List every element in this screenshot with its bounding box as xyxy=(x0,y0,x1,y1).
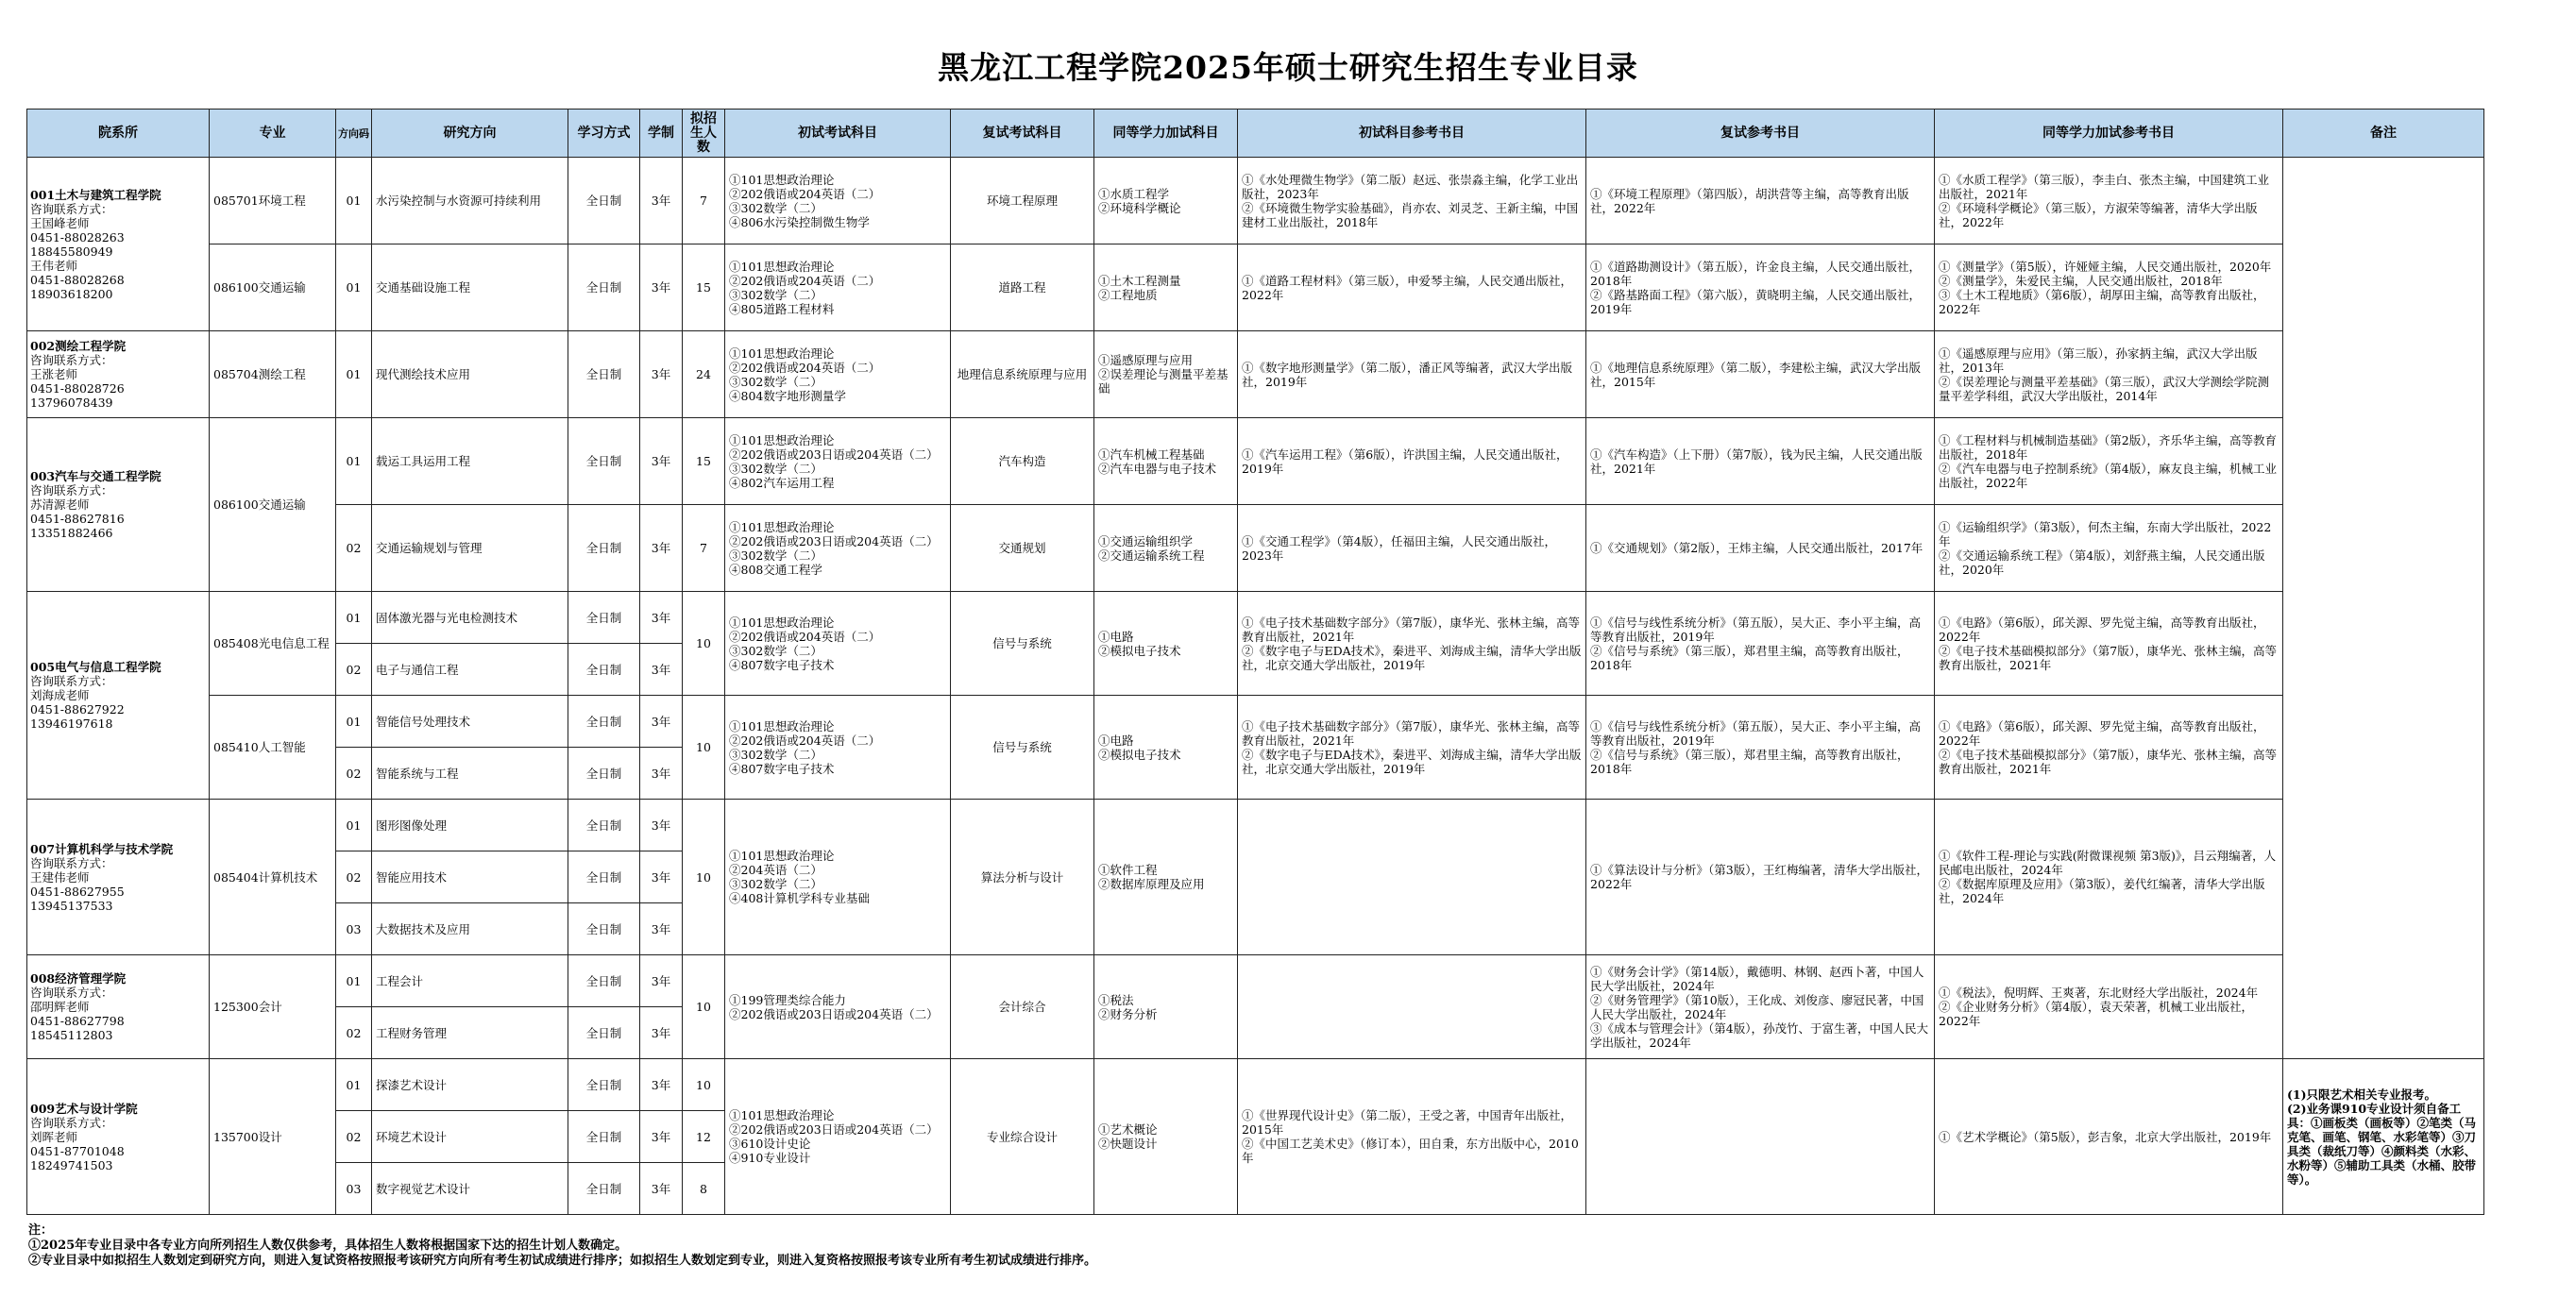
direction-cell: 环境艺术设计 xyxy=(372,1111,568,1163)
retest-books-cell: ①《交通规划》（第2版），王炜主编，人民交通出版社，2017年 xyxy=(1586,505,1935,592)
retest-books-cell: ①《算法设计与分析》（第3版），王红梅编著，清华大学出版社，2022年 xyxy=(1586,800,1935,955)
retest-books-cell: ①《财务会计学》（第14版），戴德明、林钢、赵西卜著，中国人民大学出版社，2024年 ②《财务管理学》（第10版），王化成、刘俊彦、廖冠民著，中国人民大学出版社，2024年 ③《成本与管理会计》（第4版），孙茂竹、于富生著，中国人民大学出版社，2024年 xyxy=(1586,955,1935,1059)
table-row xyxy=(27,244,2484,331)
mode-cell: 全日制 xyxy=(568,903,640,955)
exam-books-cell: ①《道路工程材料》（第三版），申爱琴主编，人民交通出版社，2022年 xyxy=(1238,244,1586,331)
equiv-cell: ①税法 ②财务分析 xyxy=(1094,955,1238,1059)
equiv-books-cell: ①《税法》，倪明辉、王爽著，东北财经大学出版社，2024年 ②《企业财务分析》（第4版），袁天荣著，机械工业出版社，2022年 xyxy=(1935,955,2283,1059)
college-name: 003汽车与交通工程学院 xyxy=(30,469,161,483)
mode-cell: 全日制 xyxy=(568,418,640,505)
years-cell: 3年 xyxy=(640,1059,683,1111)
col-direction: 研究方向 xyxy=(372,110,568,158)
exam-books-cell xyxy=(1238,800,1586,955)
retest-books-cell: ①《信号与线性系统分析》（第五版），吴大正、李小平主编，高等教育出版社，2019年 ②《信号与系统》（第三版），郑君里主编，高等教育出版社，2018年 xyxy=(1586,696,1935,800)
exam-books-cell: ①《世界现代设计史》（第二版），王受之著，中国青年出版社，2015年 ②《中国工艺美术史》（修订本），田自秉，东方出版中心，2010年 xyxy=(1238,1059,1586,1215)
dir-code-cell: 02 xyxy=(336,748,372,800)
direction-cell: 现代测绘技术应用 xyxy=(372,331,568,418)
dir-code-cell: 01 xyxy=(336,158,372,244)
major-cell: 085704测绘工程 xyxy=(210,331,336,418)
dir-code-cell: 01 xyxy=(336,331,372,418)
equiv-cell: ①交通运输组织学 ②交通运输系统工程 xyxy=(1094,505,1238,592)
major-cell: 135700设计 xyxy=(210,1059,336,1215)
equiv-books-cell: ①《测量学》（第5版），许娅娅主编，人民交通出版社，2020年 ②《测量学》，朱爱民主编，人民交通出版社，2018年 ③《土木工程地质》（第6版），胡厚田主编，高等教育出版社，2022年 xyxy=(1935,244,2283,331)
col-exam-books: 初试科目参考书目 xyxy=(1238,110,1586,158)
years-cell: 3年 xyxy=(640,158,683,244)
retest-books-cell: ①《道路勘测设计》（第五版），许金良主编，人民交通出版社，2018年 ②《路基路面工程》（第六版），黄晓明主编，人民交通出版社，2019年 xyxy=(1586,244,1935,331)
col-retest-books: 复试参考书目 xyxy=(1586,110,1935,158)
exam-books-cell: ①《数字地形测量学》（第二版），潘正风等编著，武汉大学出版社，2019年 xyxy=(1238,331,1586,418)
retest-cell: 环境工程原理 xyxy=(951,158,1094,244)
equiv-cell: ①汽车机械工程基础 ②汽车电器与电子技术 xyxy=(1094,418,1238,505)
years-cell: 3年 xyxy=(640,1163,683,1215)
header-row xyxy=(27,110,2484,158)
years-cell: 3年 xyxy=(640,418,683,505)
direction-cell: 电子与通信工程 xyxy=(372,644,568,696)
equiv-books-cell: ①《工程材料与机械制造基础》（第2版），齐乐华主编，高等教育出版社，2018年 ②《汽车电器与电子控制系统》（第4版），麻友良主编，机械工业出版社，2022年 xyxy=(1935,418,2283,505)
retest-books-cell: ①《环境工程原理》（第四版），胡洪营等主编，高等教育出版社，2022年 xyxy=(1586,158,1935,244)
exam-books-cell: ①《汽车运用工程》（第6版），许洪国主编，人民交通出版社，2019年 xyxy=(1238,418,1586,505)
direction-cell: 固体激光器与光电检测技术 xyxy=(372,592,568,644)
dir-code-cell: 01 xyxy=(336,244,372,331)
exam-books-cell: ①《交通工程学》（第4版），任福田主编，人民交通出版社，2023年 xyxy=(1238,505,1586,592)
direction-cell: 图形图像处理 xyxy=(372,800,568,851)
notes xyxy=(28,1223,1096,1269)
notes-label: 注： xyxy=(28,1223,54,1238)
dir-code-cell: 01 xyxy=(336,1059,372,1111)
retest-books-cell xyxy=(1586,1059,1935,1215)
equiv-cell: ①电路 ②模拟电子技术 xyxy=(1094,592,1238,696)
table-row xyxy=(27,331,2484,418)
exam-cell: ①101思想政治理论 ②202俄语或203日语或204英语（二） ③610设计史论 ④910专业设计 xyxy=(725,1059,951,1215)
table-row xyxy=(27,1059,2484,1111)
college-cell xyxy=(27,331,210,418)
retest-cell: 算法分析与设计 xyxy=(951,800,1094,955)
catalog-table xyxy=(26,109,2484,1215)
years-cell: 3年 xyxy=(640,955,683,1007)
equiv-books-cell: ①《水质工程学》（第三版），李圭白、张杰主编，中国建筑工业出版社，2021年 ②《环境科学概论》（第三版），方淑荣等编著，清华大学出版社，2022年 xyxy=(1935,158,2283,244)
col-mode: 学习方式 xyxy=(568,110,640,158)
col-equiv-books: 同等学力加试参考书目 xyxy=(1935,110,2283,158)
years-cell: 3年 xyxy=(640,331,683,418)
quota-cell: 10 xyxy=(683,1059,725,1111)
mode-cell: 全日制 xyxy=(568,1163,640,1215)
college-contact: 咨询联系方式： 刘海成老师 0451-88627922 13946197618 xyxy=(30,674,125,731)
remark-cell: (1)只限艺术相关专业报考。 (2)业务课910专业设计须自备工具：①画板类（画板等）②笔类（马克笔、画笔、钢笔、水彩笔等）③刀具类（裁纸刀等）④颜料类（水彩、水粉等）⑤辅助工具类（水桶、胶带等）。 xyxy=(2283,1059,2484,1215)
mode-cell: 全日制 xyxy=(568,1007,640,1059)
col-major: 专业 xyxy=(210,110,336,158)
dir-code-cell: 02 xyxy=(336,1007,372,1059)
equiv-cell: ①电路 ②模拟电子技术 xyxy=(1094,696,1238,800)
years-cell: 3年 xyxy=(640,1111,683,1163)
dir-code-cell: 02 xyxy=(336,851,372,903)
dir-code-cell: 01 xyxy=(336,696,372,748)
quota-cell: 7 xyxy=(683,158,725,244)
table-row xyxy=(27,158,2484,244)
table-row xyxy=(27,955,2484,1007)
exam-cell: ①101思想政治理论 ②202俄语或203日语或204英语（二） ③302数学（二） ④802汽车运用工程 xyxy=(725,418,951,505)
mode-cell: 全日制 xyxy=(568,1059,640,1111)
direction-cell: 数字视觉艺术设计 xyxy=(372,1163,568,1215)
direction-cell: 交通基础设施工程 xyxy=(372,244,568,331)
years-cell: 3年 xyxy=(640,903,683,955)
college-name: 008经济管理学院 xyxy=(30,971,127,986)
direction-cell: 智能系统与工程 xyxy=(372,748,568,800)
dir-code-cell: 03 xyxy=(336,1163,372,1215)
direction-cell: 工程会计 xyxy=(372,955,568,1007)
quota-cell: 10 xyxy=(683,592,725,696)
direction-cell: 载运工具运用工程 xyxy=(372,418,568,505)
mode-cell: 全日制 xyxy=(568,244,640,331)
direction-cell: 水污染控制与水资源可持续利用 xyxy=(372,158,568,244)
quota-cell: 10 xyxy=(683,800,725,955)
dir-code-cell: 02 xyxy=(336,505,372,592)
retest-books-cell: ①《信号与线性系统分析》（第五版），吴大正、李小平主编，高等教育出版社，2019年 ②《信号与系统》（第三版），郑君里主编，高等教育出版社，2018年 xyxy=(1586,592,1935,696)
years-cell: 3年 xyxy=(640,592,683,644)
major-cell: 085404计算机技术 xyxy=(210,800,336,955)
college-contact: 咨询联系方式： 苏清源老师 0451-88627816 13351882466 xyxy=(30,483,125,540)
quota-cell: 12 xyxy=(683,1111,725,1163)
quota-cell: 8 xyxy=(683,1163,725,1215)
retest-cell: 交通规划 xyxy=(951,505,1094,592)
dir-code-cell: 01 xyxy=(336,418,372,505)
years-cell: 3年 xyxy=(640,696,683,748)
college-cell xyxy=(27,955,210,1059)
exam-cell: ①101思想政治理论 ②204英语（二） ③302数学（二） ④408计算机学科专业基础 xyxy=(725,800,951,955)
mode-cell: 全日制 xyxy=(568,505,640,592)
equiv-cell: ①遥感原理与应用 ②误差理论与测量平差基础 xyxy=(1094,331,1238,418)
years-cell: 3年 xyxy=(640,244,683,331)
college-name: 001土木与建筑工程学院 xyxy=(30,187,161,202)
retest-cell: 汽车构造 xyxy=(951,418,1094,505)
retest-cell: 道路工程 xyxy=(951,244,1094,331)
col-dir-code: 方向码 xyxy=(336,110,372,158)
mode-cell: 全日制 xyxy=(568,1111,640,1163)
years-cell: 3年 xyxy=(640,505,683,592)
major-cell: 085408光电信息工程 xyxy=(210,592,336,696)
major-cell: 085410人工智能 xyxy=(210,696,336,800)
dir-code-cell: 02 xyxy=(336,1111,372,1163)
college-name: 005电气与信息工程学院 xyxy=(30,660,161,674)
mode-cell: 全日制 xyxy=(568,955,640,1007)
equiv-books-cell: ①《电路》（第6版），邱关源、罗先觉主编，高等教育出版社，2022年 ②《电子技术基础模拟部分》（第7版），康华光、张林主编，高等教育出版社，2021年 xyxy=(1935,696,2283,800)
col-quota: 拟招生人数 xyxy=(683,110,725,158)
quota-cell: 7 xyxy=(683,505,725,592)
direction-cell: 智能信号处理技术 xyxy=(372,696,568,748)
quota-cell: 10 xyxy=(683,955,725,1059)
equiv-books-cell: ①《遥感原理与应用》（第三版），孙家抦主编，武汉大学出版社，2013年 ②《误差理论与测量平差基础》（第三版），武汉大学测绘学院测量平差学科组，武汉大学出版社，2014年 xyxy=(1935,331,2283,418)
exam-cell: ①101思想政治理论 ②202俄语或204英语（二） ③302数学（二） ④805道路工程材料 xyxy=(725,244,951,331)
dir-code-cell: 01 xyxy=(336,592,372,644)
exam-cell: ①199管理类综合能力 ②202俄语或203日语或204英语（二） xyxy=(725,955,951,1059)
exam-cell: ①101思想政治理论 ②202俄语或204英语（二） ③302数学（二） ④807数字电子技术 xyxy=(725,592,951,696)
retest-books-cell: ①《地理信息系统原理》（第二版），李建松主编，武汉大学出版社，2015年 xyxy=(1586,331,1935,418)
mode-cell: 全日制 xyxy=(568,696,640,748)
college-cell xyxy=(27,158,210,331)
years-cell: 3年 xyxy=(640,748,683,800)
major-cell: 085701环境工程 xyxy=(210,158,336,244)
exam-cell: ①101思想政治理论 ②202俄语或203日语或204英语（二） ③302数学（二） ④808交通工程学 xyxy=(725,505,951,592)
retest-cell: 会计综合 xyxy=(951,955,1094,1059)
equiv-cell: ①软件工程 ②数据库原理及应用 xyxy=(1094,800,1238,955)
direction-cell: 交通运输规划与管理 xyxy=(372,505,568,592)
equiv-cell: ①土木工程测量 ②工程地质 xyxy=(1094,244,1238,331)
exam-books-cell: ①《水处理微生物学》（第二版）赵远、张崇淼主编，化学工业出版社，2023年 ②《环境微生物学实验基础》，肖亦农、刘灵芝、王新主编，中国建材工业出版社，2018年 xyxy=(1238,158,1586,244)
direction-cell: 大数据技术及应用 xyxy=(372,903,568,955)
dir-code-cell: 01 xyxy=(336,800,372,851)
direction-cell: 探漆艺术设计 xyxy=(372,1059,568,1111)
retest-cell: 地理信息系统原理与应用 xyxy=(951,331,1094,418)
college-name: 002测绘工程学院 xyxy=(30,339,127,353)
mode-cell: 全日制 xyxy=(568,851,640,903)
years-cell: 3年 xyxy=(640,644,683,696)
college-contact: 咨询联系方式： 王涨老师 0451-88028726 13796078439 xyxy=(30,353,125,410)
equiv-books-cell: ①《艺术学概论》（第5版），彭吉象，北京大学出版社，2019年 xyxy=(1935,1059,2283,1215)
quota-cell: 10 xyxy=(683,696,725,800)
direction-cell: 智能应用技术 xyxy=(372,851,568,903)
retest-books-cell: ①《汽车构造》（上下册）（第7版），钱为民主编，人民交通出版社，2021年 xyxy=(1586,418,1935,505)
years-cell: 3年 xyxy=(640,800,683,851)
equiv-books-cell: ①《运输组织学》（第3版），何杰主编，东南大学出版社，2022年 ②《交通运输系统工程》（第4版），刘舒燕主编，人民交通出版社，2020年 xyxy=(1935,505,2283,592)
quota-cell: 15 xyxy=(683,418,725,505)
equiv-cell: ①水质工程学 ②环境科学概论 xyxy=(1094,158,1238,244)
exam-cell: ①101思想政治理论 ②202俄语或204英语（二） ③302数学（二） ④807数字电子技术 xyxy=(725,696,951,800)
col-retest: 复试考试科目 xyxy=(951,110,1094,158)
remark-cell xyxy=(2283,158,2484,1059)
college-name: 009艺术与设计学院 xyxy=(30,1101,138,1116)
college-contact: 咨询联系方式： 王建伟老师 0451-88627955 13945137533 xyxy=(30,855,125,913)
table-row xyxy=(27,418,2484,505)
college-cell xyxy=(27,418,210,592)
college-contact: 咨询联系方式： 邵明辉老师 0451-88627798 18545112803 xyxy=(30,986,125,1042)
direction-cell: 工程财务管理 xyxy=(372,1007,568,1059)
exam-books-cell xyxy=(1238,955,1586,1059)
col-equiv: 同等学力加试科目 xyxy=(1094,110,1238,158)
college-cell xyxy=(27,800,210,955)
quota-cell: 15 xyxy=(683,244,725,331)
retest-cell: 信号与系统 xyxy=(951,696,1094,800)
years-cell: 3年 xyxy=(640,1007,683,1059)
exam-cell: ①101思想政治理论 ②202俄语或204英语（二） ③302数学（二） ④804数字地形测量学 xyxy=(725,331,951,418)
college-contact: 咨询联系方式： 王国峰老师 0451-88028263 18845580949 王伟老师 0451-88028268 18903618200 xyxy=(30,201,125,301)
retest-cell: 专业综合设计 xyxy=(951,1059,1094,1215)
major-cell: 086100交通运输 xyxy=(210,418,336,592)
exam-books-cell: ①《电子技术基础数字部分》（第7版），康华光、张林主编，高等教育出版社，2021年 ②《数字电子与EDA技术》，秦进平、刘海成主编，清华大学出版社，北京交通大学出版社，2019年 xyxy=(1238,696,1586,800)
dir-code-cell: 03 xyxy=(336,903,372,955)
college-name: 007计算机科学与技术学院 xyxy=(30,841,174,856)
years-cell: 3年 xyxy=(640,851,683,903)
table-row xyxy=(27,696,2484,748)
college-cell xyxy=(27,592,210,800)
dir-code-cell: 02 xyxy=(336,644,372,696)
table-row xyxy=(27,505,2484,592)
note-2: ②专业目录中如拟招生人数划定到研究方向，则进入复试资格按照报考该研究方向所有考生初试成绩进行排序；如拟招生人数划定到专业，则进入复资格按照报考该专业所有考生初试成绩进行排序。 xyxy=(28,1254,1097,1268)
mode-cell: 全日制 xyxy=(568,748,640,800)
major-cell: 086100交通运输 xyxy=(210,244,336,331)
col-college: 院系所 xyxy=(27,110,210,158)
note-1: ①2025年专业目录中各专业方向所列招生人数仅供参考，具体招生人数将根据国家下达的招生计划人数确定。 xyxy=(28,1239,628,1253)
col-years: 学制 xyxy=(640,110,683,158)
mode-cell: 全日制 xyxy=(568,800,640,851)
college-cell xyxy=(27,1059,210,1215)
col-exam: 初试考试科目 xyxy=(725,110,951,158)
retest-cell: 信号与系统 xyxy=(951,592,1094,696)
major-cell: 125300会计 xyxy=(210,955,336,1059)
table-row xyxy=(27,592,2484,644)
equiv-books-cell: ①《软件工程-理论与实践(附微课视频 第3版)》，吕云翔编著，人民邮电出版社，2024年 ②《数据库原理及应用》（第3版），姜代红编著，清华大学出版社，2024年 xyxy=(1935,800,2283,955)
mode-cell: 全日制 xyxy=(568,331,640,418)
equiv-cell: ①艺术概论 ②快题设计 xyxy=(1094,1059,1238,1215)
mode-cell: 全日制 xyxy=(568,644,640,696)
dir-code-cell: 01 xyxy=(336,955,372,1007)
exam-books-cell: ①《电子技术基础数字部分》（第7版），康华光、张林主编，高等教育出版社，2021年 ②《数字电子与EDA技术》，秦进平、刘海成主编，清华大学出版社，北京交通大学出版社，2019年 xyxy=(1238,592,1586,696)
mode-cell: 全日制 xyxy=(568,158,640,244)
mode-cell: 全日制 xyxy=(568,592,640,644)
college-contact: 咨询联系方式： 刘晖老师 0451-87701048 18249741503 xyxy=(30,1115,125,1172)
exam-cell: ①101思想政治理论 ②202俄语或204英语（二） ③302数学（二） ④806水污染控制微生物学 xyxy=(725,158,951,244)
quota-cell: 24 xyxy=(683,331,725,418)
page-title: 黑龙江工程学院2025年硕士研究生招生专业目录 xyxy=(938,49,1638,86)
table-row xyxy=(27,800,2484,851)
col-remark: 备注 xyxy=(2283,110,2484,158)
equiv-books-cell: ①《电路》（第6版），邱关源、罗先觉主编，高等教育出版社，2022年 ②《电子技术基础模拟部分》（第7版），康华光、张林主编，高等教育出版社，2021年 xyxy=(1935,592,2283,696)
